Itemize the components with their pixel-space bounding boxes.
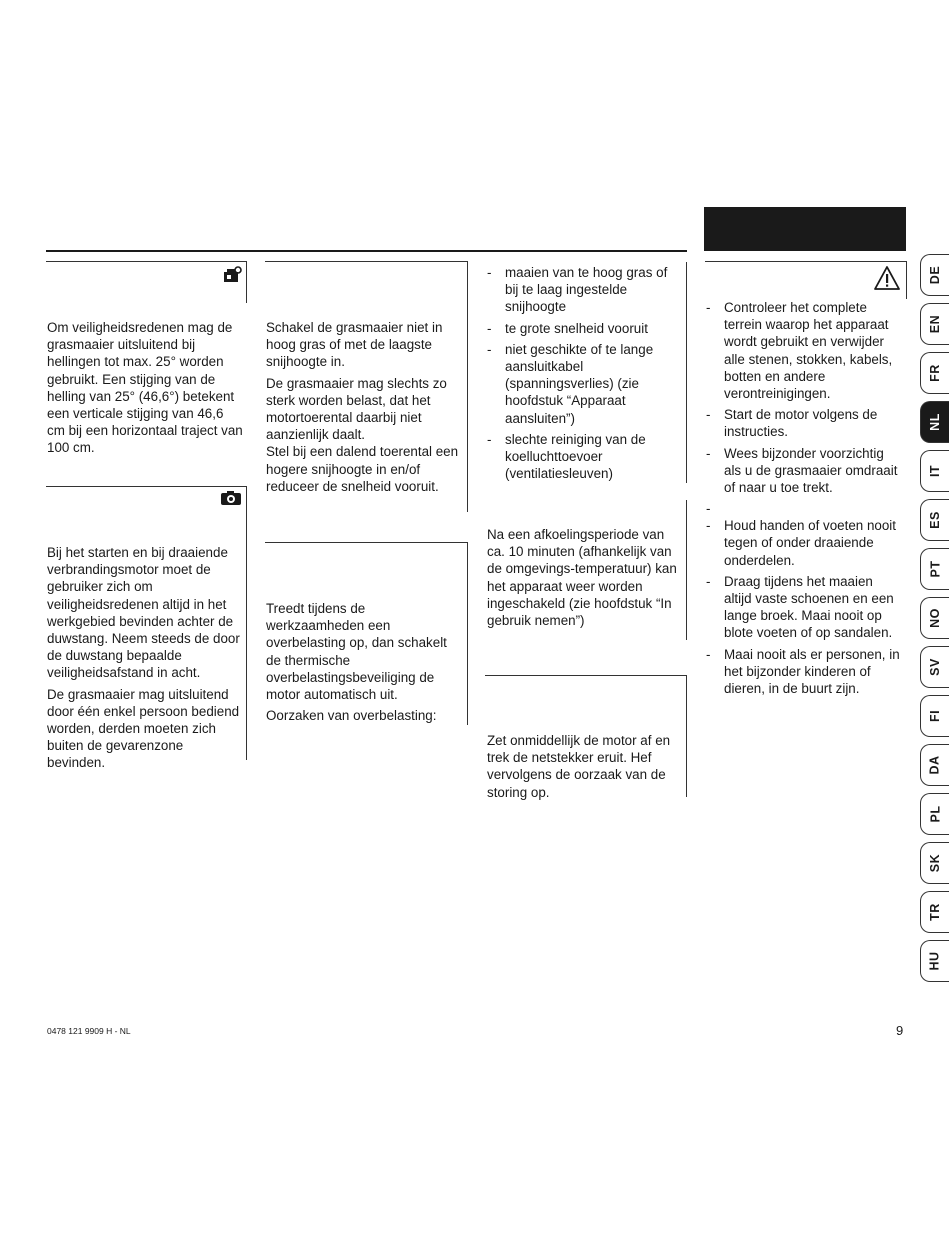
fault-text: Zet onmiddellijk de motor af en trek de netstekker eruit. Hef vervolgens de oorzaak van de storing op. (487, 733, 671, 800)
operator-text-1: Bij het starten en bij draaiende verbrandingsmotor moet de gebruiker zich om veiligheidsredenen altijd in het werkgebied bevinden achter de duwstang. Neem steeds de door de duwstang bepaalde veiligheidsafstand in acht. (47, 545, 240, 681)
header-rule (46, 250, 687, 252)
load-text-1: Schakel de grasmaaier niet in hoog gras of met de laagste snijhoogte in. (266, 320, 443, 370)
tab-hu[interactable]: HU (920, 940, 949, 982)
tab-nl[interactable]: NL (920, 401, 949, 443)
column-divider (246, 528, 247, 760)
document-number: 0478 121 9909 H - NL (47, 1026, 131, 1036)
header-black-band (704, 207, 906, 251)
tab-en[interactable]: EN (920, 303, 949, 345)
tab-tr[interactable]: TR (920, 891, 949, 933)
list-item: - Draag tijdens het maaien altijd vaste schoenen en een lange broek. Maai nooit op blote voeten of op sandalen. (706, 573, 902, 642)
overload-causes-label: Oorzaken van overbelasting: (266, 708, 437, 724)
warning-icon (873, 265, 901, 296)
column-divider (686, 500, 687, 640)
operator-text-2: De grasmaaier mag uitsluitend door één enkel persoon bediend worden, derden moeten zich buiten de gevarenzone bevinden. (47, 686, 240, 771)
tab-no[interactable]: NO (920, 597, 949, 639)
tab-it[interactable]: IT (920, 450, 949, 492)
list-item: - niet geschikte of te lange aansluitkabel (spanningsverlies) (zie hoofdstuk “Apparaat aansluiten”) (487, 341, 683, 427)
list-item: - Maai nooit als er personen, in het bijzonder kinderen of dieren, in de buurt zijn. (706, 646, 902, 698)
column-divider (467, 542, 468, 725)
tab-da[interactable]: DA (920, 744, 949, 786)
list-item-continuation: - Houd handen of voeten nooit tegen of onder draaiende onderdelen. (706, 517, 902, 569)
tab-sk[interactable]: SK (920, 842, 949, 884)
tab-es[interactable]: ES (920, 499, 949, 541)
safety-list (706, 299, 902, 697)
column-divider (467, 261, 468, 512)
section-rule (705, 261, 906, 262)
tab-de[interactable]: DE (920, 254, 949, 296)
load-text-3: Stel bij een dalend toerental een hogere snijhoogte in en/of reduceer de snelheid vooruit. (266, 444, 459, 494)
tab-fi[interactable]: FI (920, 695, 949, 737)
list-item: - Start de motor volgens de instructies. (706, 406, 902, 440)
load-text-2: De grasmaaier mag slechts zo sterk worden belast, dat het motortoerental daarbij niet aanzienlijk daalt. (266, 375, 447, 443)
overload-causes-list (487, 264, 683, 482)
tab-fr[interactable]: FR (920, 352, 949, 394)
section-rule-vertical (906, 261, 907, 299)
list-item: - maaien van te hoog gras of bij te laag ingestelde snijhoogte (487, 264, 683, 316)
section-rule (265, 261, 467, 262)
page-number: 9 (896, 1023, 904, 1038)
section-rule (485, 675, 686, 676)
tab-sv[interactable]: SV (920, 646, 949, 688)
list-item (706, 500, 902, 517)
list-item: - Controleer het complete terrein waarop het apparaat wordt gebruikt en verwijder alle stenen, stokken, kabels, botten en andere verontreinigingen. (706, 299, 902, 402)
overload-text: Treedt tijdens de werkzaamheden een overbelasting op, dan schakelt de thermische overbelastingsbeveiliging de motor automatisch uit. (266, 601, 447, 703)
list-item: - slechte reiniging van de koelluchttoevoer (ventilatiesleuven) (487, 431, 683, 483)
cooldown-text: Na een afkoelingsperiode van ca. 10 minuten (afhankelijk van de omgevings-temperatuur) kan het apparaat weer worden ingeschakeld (zie hoofdstuk “In gebruik nemen”) (487, 527, 677, 629)
list-item: - te grote snelheid vooruit (487, 320, 683, 337)
tab-pt[interactable]: PT (920, 548, 949, 590)
list-item: - Wees bijzonder voorzichtig als u de grasmaaier omdraait of naar u toe trekt. (706, 445, 902, 497)
column-divider (686, 675, 687, 797)
section-rule (265, 542, 467, 543)
slope-icon (216, 262, 248, 302)
tab-pl[interactable]: PL (920, 793, 949, 835)
column-divider (686, 262, 687, 483)
operator-position-icon (216, 487, 248, 527)
slope-text: Om veiligheidsredenen mag de grasmaaier uitsluitend bij hellingen tot max. 25° worden gebruikt. Een stijging van de helling van 25° (46,6°) betekent een verticale stijging van 46,6 cm bij een horizontaal traject van 100 cm. (47, 320, 243, 456)
